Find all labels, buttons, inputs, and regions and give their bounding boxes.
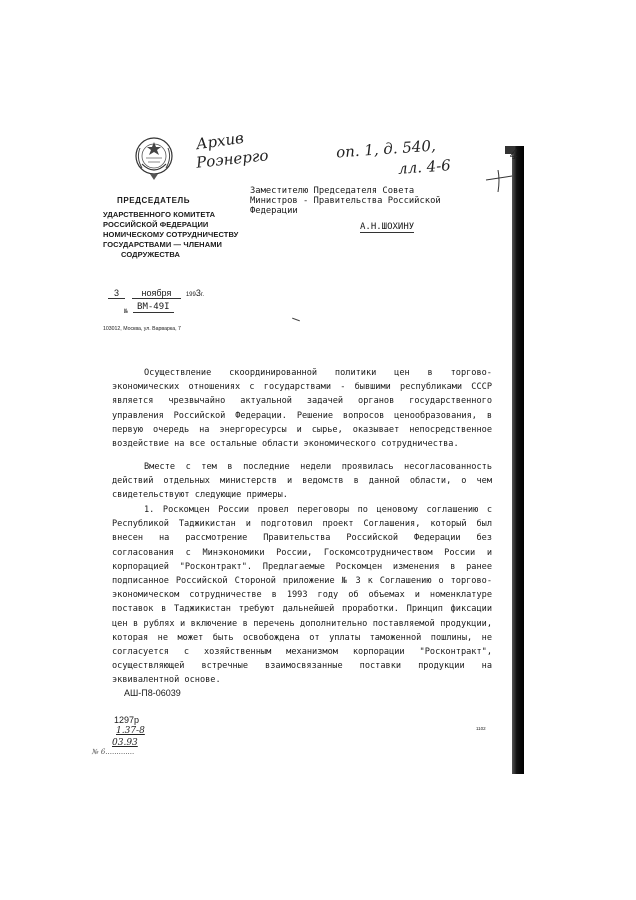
- date-year-mark: г.: [200, 292, 204, 298]
- sender-org-line: СОДРУЖЕСТВА: [121, 250, 181, 259]
- body-paragraph-1: Осуществление скоординированной политики цен в торгово-экономических отношениях с государствами - бывшими республиками СССР является чрезвычайно актуальной задачей органов государственного управления Российской Федерации. Решение вопросов ценообразования, в первую очередь на энергоресурсы и сырье, оказывает непосредственное воздействие на все остальные области экономического сотрудничества.: [112, 368, 492, 450]
- handwritten-page-number: 4: [510, 148, 519, 163]
- doc-number-label: №: [124, 308, 128, 315]
- sender-address: 103012, Москва, ул. Варварка, 7: [103, 326, 181, 332]
- print-code: 1102: [476, 726, 486, 731]
- body-paragraph-2: Вместе с тем в последние недели проявилась несогласованность действий отдельных министерств и ведомств в данной области, о чем свидетельствуют следующие примеры.: [112, 462, 492, 501]
- date-month: ноября: [132, 288, 182, 299]
- scan-edge-shadow: [512, 146, 524, 774]
- handwritten-footer-1: 1.37-8: [116, 726, 145, 736]
- sender-org-line: ГОСУДАРСТВАМИ — ЧЛЕНАМИ: [103, 240, 223, 249]
- sender-org-line: НОМИЧЕСКОМУ СОТРУДНИЧЕСТВУ: [103, 230, 239, 239]
- reference-line-2: лл. 4-6: [397, 156, 452, 178]
- date-year-prefix: 199: [185, 292, 196, 298]
- addressee-line: Министров - Правительства Российской: [250, 196, 441, 206]
- coat-of-arms-emblem: [132, 134, 176, 182]
- addressee-block: [250, 186, 441, 216]
- sender-org-line: УДАРСТВЕННОГО КОМИТЕТА: [103, 210, 216, 219]
- addressee-line: Федерации: [250, 206, 298, 216]
- registration-number: АШ-П8-06039: [124, 688, 181, 698]
- handwritten-footer-2: 03.93: [112, 738, 138, 748]
- date-day: 3: [108, 288, 125, 299]
- archive-line-2: Роэнерго: [195, 146, 270, 172]
- stamp-number: 1297р: [114, 715, 140, 725]
- sender-title: ПРЕДСЕДАТЕЛЬ: [117, 196, 191, 205]
- addressee-name: А.Н.ШОХИНУ: [360, 222, 415, 232]
- handwritten-reference-2: [397, 156, 451, 178]
- sender-org-block: [103, 210, 238, 260]
- doc-number-line: [124, 302, 174, 315]
- date-line: [108, 288, 204, 298]
- reference-line-1: оп. 1, д. 540,: [335, 136, 437, 162]
- archive-line-1: Архив: [194, 128, 245, 154]
- scan-dash: [292, 318, 300, 322]
- sender-org-line: РОССИЙСКОЙ ФЕДЕРАЦИИ: [103, 220, 209, 229]
- body-paragraph-3: 1. Роскомцен России провел переговоры по ценовому соглашению с Республикой Таджикистан и подготовил проект Соглашения, который был внесен на рассмотрение Правительства Российской Федерации без согласования с Минэкономики России, Госкомсотрудничеством России и корпорацией "Росконтракт". Предлагаемые Роскомцен изменения в ранее подписанное Российской Стороной приложение № 3 к Соглашению о торгово-экономическом сотрудничестве в 1993 году об объемах и номенклатуре поставок в Таджикистан требуют дальнейшей проработки. Принцип фиксации цен в рублях и включение в перечень дополнительно поставляемой продукции, которая не может быть освобождена от уплаты таможенной пошлины, не согласуется с хозяйственным механизмом корпорации "Росконтракт", осуществляющей встречные взаимосвязанные поставки продукции на эквивалентной основе.: [112, 505, 492, 686]
- date-year-suffix: 3: [195, 288, 201, 298]
- handwritten-footer-3: № 6.............: [92, 748, 135, 756]
- doc-number-value: ВМ-49I: [133, 302, 174, 313]
- hand-mark: [484, 170, 514, 196]
- addressee-line: Заместителю Председателя Совета: [250, 186, 415, 196]
